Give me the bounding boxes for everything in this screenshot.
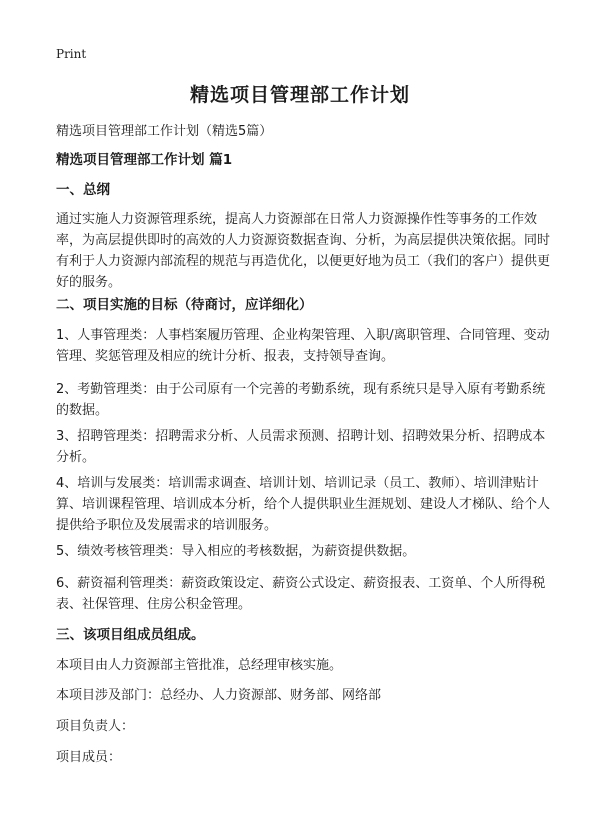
- section-heading-goals: 二、项目实施的目标（待商讨，应详细化）: [56, 297, 313, 313]
- goal-item-training: 4、培训与发展类：培训需求调查、培训计划、培训记录（员工、教师）、培训津贴计算、培训课程管理、培训成本分析，给个人提供职业生涯规划、建设人才梯队、给个人提供给予职位及发展需求的培训服务。: [56, 476, 551, 533]
- goal-item-recruitment: 3、招聘管理类：招聘需求分析、人员需求预测、招聘计划、招聘效果分析、招聘成本分析。: [56, 429, 546, 465]
- print-link[interactable]: Print: [56, 47, 87, 61]
- goal-item-personnel: 1、人事管理类：人事档案履历管理、企业构架管理、入职/离职管理、合同管理、变动管理、奖惩管理及相应的统计分析、报表，支持领导查询。: [56, 328, 550, 364]
- project-lead-label: 项目负责人：: [56, 719, 135, 734]
- goal-item-attendance: 2、考勤管理类：由于公司原有一个完善的考勤系统，现有系统只是导入原有考勤系统的数据。: [56, 382, 546, 418]
- goal-item-compensation: 6、薪资福利管理类：薪资政策设定、薪资公式设定、薪资报表、工资单、个人所得税表、社保管理、住房公积金管理。: [56, 576, 546, 612]
- section-heading-team: 三、该项目组成员组成。: [56, 627, 205, 643]
- team-approval-paragraph: 本项目由人力资源部主管批准，总经理审核实施。: [56, 658, 343, 673]
- article-title: 精选项目管理部工作计划 篇1: [56, 152, 233, 168]
- goal-item-performance: 5、绩效考核管理类：导入相应的考核数据，为薪资提供数据。: [56, 544, 416, 559]
- project-members-label: 项目成员：: [56, 750, 122, 765]
- team-departments-paragraph: 本项目涉及部门：总经办、人力资源部、财务部、网络部: [56, 688, 382, 703]
- document-subtitle: 精选项目管理部工作计划（精选5篇）: [56, 124, 273, 139]
- section-heading-overview: 一、总纲: [56, 182, 110, 198]
- overview-paragraph: 通过实施人力资源管理系统，提高人力资源部在日常人力资源操作性等事务的工作效率，为高层提供即时的高效的人力资源资数据查询、分析，为高层提供决策依据。同时有利于人力资源内部流程的规范与再造优化，以便更好地为员工（我们的客户）提供更好的服务。: [56, 212, 551, 290]
- page-title: 精选项目管理部工作计划: [189, 84, 410, 106]
